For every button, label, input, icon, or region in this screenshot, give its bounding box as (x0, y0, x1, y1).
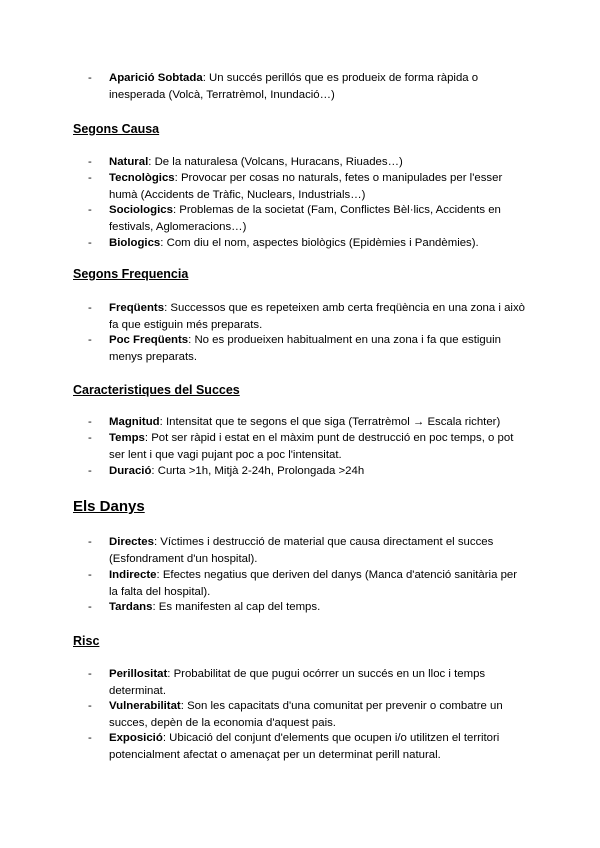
item-description: : Successos que es repeteixen amb certa freqüència en una zona i això fa que estiguin més preparats. (109, 302, 525, 331)
item-term: Magnitud (109, 416, 160, 428)
bullet-dash: - (88, 172, 92, 184)
list-item (88, 463, 529, 480)
item-term: Directes (109, 536, 154, 548)
item-description: : Ubicació del conjunt d'elements que ocupen i/o utilitzen el territori potencialment afectat o amenaçat per un determinat perill natural. (109, 732, 500, 761)
item-description: : Un succés perillós que es produeix de forma ràpida o inesperada (Volcà, Terratrèmol, Inundació…) (109, 72, 479, 101)
bullet-dash: - (88, 72, 92, 84)
list-item (88, 70, 529, 103)
bullet-dash: - (88, 156, 92, 168)
item-term: Tardans (109, 601, 153, 613)
item-description: : De la naturalesa (Volcans, Huracans, Riuades…) (148, 156, 403, 168)
item-term: Tecnològics (109, 172, 175, 184)
item-description: : Víctimes i destrucció de material que causa directament el succes (Esfondrament d'un hospital). (109, 536, 494, 565)
list-item (88, 666, 529, 699)
list-item (88, 698, 529, 731)
list-item (88, 154, 529, 171)
item-term: Indirecte (109, 569, 157, 581)
bullet-dash: - (88, 204, 92, 216)
item-description: : Curta >1h, Mitjà 2-24h, Prolongada >24h (151, 465, 365, 477)
list-item (88, 430, 529, 463)
bullet-dash: - (88, 668, 92, 680)
item-description: : Com diu el nom, aspectes biològics (Epidèmies i Pandèmies). (160, 237, 479, 249)
list-item (88, 599, 529, 616)
bullet-dash: - (88, 536, 92, 548)
item-description: : Probabilitat de que pugui ocórrer un succés en un lloc i temps determinat. (109, 668, 486, 697)
item-description: : Pot ser ràpid i estat en el màxim punt de destrucció en poc temps, o pot ser lent i que vagi pujant poc a poc l'intensitat. (109, 432, 514, 461)
bullet-dash: - (88, 237, 92, 249)
item-term: Vulnerabilitat (109, 700, 181, 712)
bullet-dash: - (88, 569, 92, 581)
item-description: : No es produeixen habitualment en una zona i fa que estiguin menys preparats. (109, 334, 501, 363)
section-heading-els-danys: Els Danys (73, 498, 145, 515)
item-term: Exposició (109, 732, 163, 744)
section-heading-risc: Risc (73, 634, 100, 648)
item-term: Temps (109, 432, 145, 444)
item-description: : Provocar per cosas no naturals, fetes o manipulades per l'esser humà (Accidents de Tràfic, Nuclears, Industrials…) (109, 172, 503, 201)
bullet-dash: - (88, 302, 92, 314)
item-term: Natural (109, 156, 149, 168)
item-term: Freqüents (109, 302, 165, 314)
list-item (88, 300, 529, 333)
item-term: Sociologics (109, 204, 173, 216)
item-term: Aparició Sobtada (109, 72, 203, 84)
bullet-dash: - (88, 334, 92, 346)
list-item (88, 170, 529, 203)
bullet-dash: - (88, 432, 92, 444)
item-term: Poc Freqüents (109, 334, 189, 346)
section-heading-caracteristiques: Caracteristiques del Succes (73, 383, 240, 397)
section-heading-segons-frequencia: Segons Frequencia (73, 267, 189, 281)
list-item (88, 202, 529, 235)
bullet-dash: - (88, 465, 92, 477)
item-description: : Problemas de la societat (Fam, Conflictes Bèl·lics, Accidents en festivals, Aglomeracions…) (109, 204, 501, 233)
item-term: Duració (109, 465, 152, 477)
item-description: : Son les capacitats d'una comunitat per prevenir o combatre un succes, depèn de la economia d'aquest pais. (109, 700, 503, 729)
list-item (88, 730, 529, 763)
section-heading-segons-causa: Segons Causa (73, 122, 160, 136)
item-term: Biologics (109, 237, 161, 249)
bullet-dash: - (88, 700, 92, 712)
list-item (88, 235, 529, 252)
list-item (88, 534, 529, 567)
bullet-dash: - (88, 601, 92, 613)
item-description: : Intensitat que te segons el que siga (Terratrèmol → Escala richter) (159, 416, 501, 428)
bullet-dash: - (88, 416, 92, 428)
list-item (88, 567, 529, 600)
item-term: Perillositat (109, 668, 168, 680)
item-description: : Es manifesten al cap del temps. (152, 601, 321, 613)
list-item (88, 332, 529, 365)
list-item (88, 414, 529, 431)
bullet-dash: - (88, 732, 92, 744)
item-description: : Efectes negatius que deriven del danys (Manca d'atenció sanitària per la falta del hospital). (109, 569, 518, 598)
